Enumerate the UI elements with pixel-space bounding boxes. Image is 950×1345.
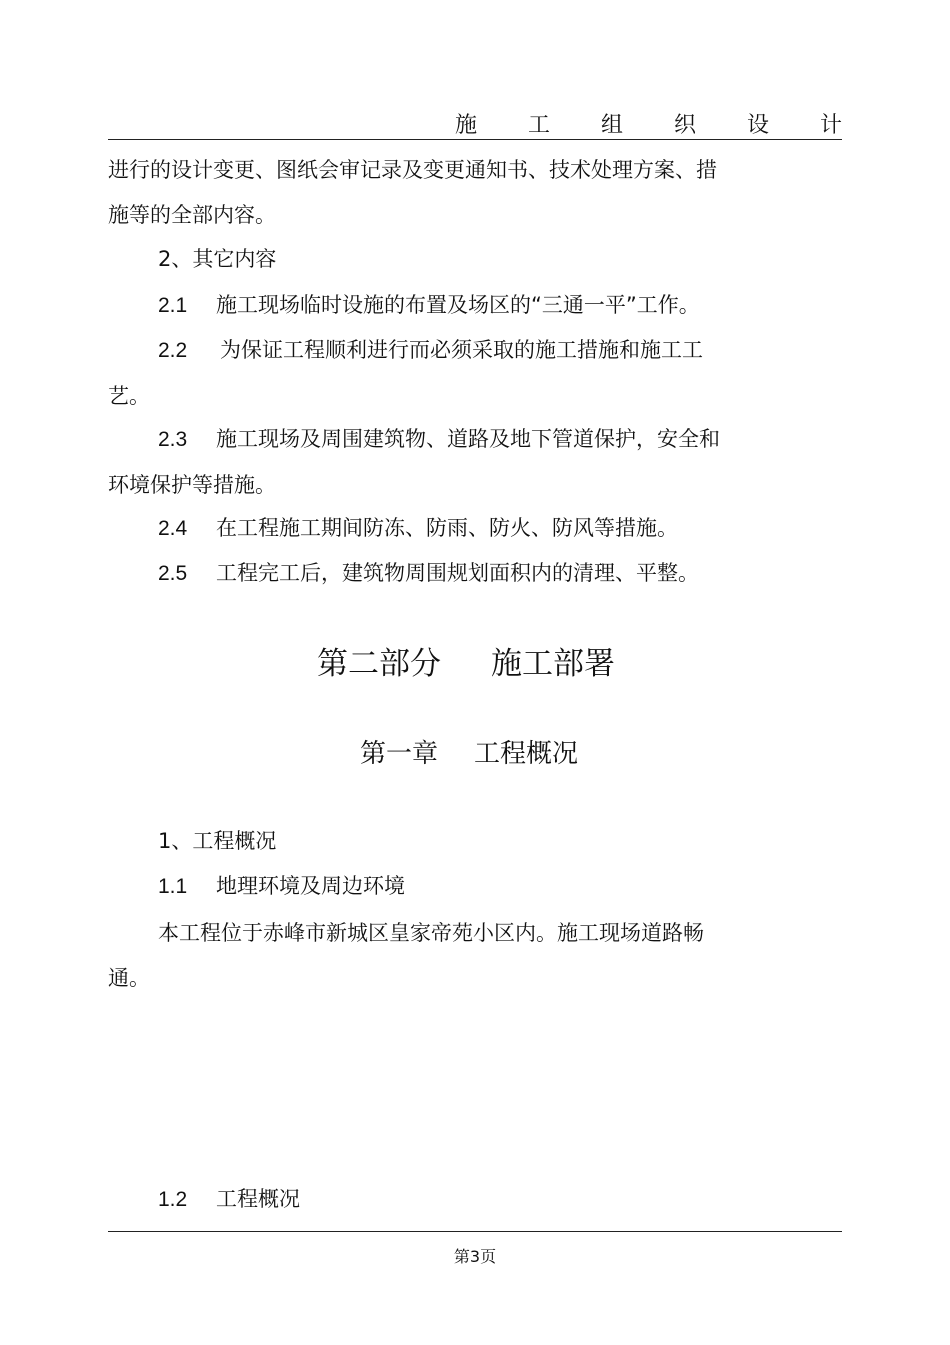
footer-rule	[108, 1231, 842, 1232]
section-heading: 1、工程概况	[158, 829, 277, 853]
paragraph-line: 施等的全部内容。	[108, 203, 276, 227]
paragraph-line: 本工程位于赤峰市新城区皇家帝苑小区内。施工现场道路畅	[158, 921, 704, 945]
item-text: 工程完工后，建筑物周围规划面积内的清理、平整。	[216, 561, 699, 585]
header-title: 施 工 组 织 设 计	[455, 113, 864, 138]
paragraph-line: 进行的设计变更、图纸会审记录及变更通知书、技术处理方案、措	[108, 158, 717, 182]
item-continuation: 环境保护等措施。	[108, 473, 276, 497]
list-item	[158, 290, 700, 321]
list-item	[158, 335, 703, 366]
subsection-heading	[158, 871, 405, 902]
page-number: 第3页	[453, 1247, 497, 1266]
subsection-title: 工程概况	[216, 1187, 300, 1211]
item-text: 施工现场临时设施的布置及场区的“三通一平”工作。	[216, 293, 700, 317]
subsection-heading	[158, 1184, 300, 1215]
item-number: 2.2	[158, 339, 188, 362]
part-heading	[317, 638, 615, 683]
item-text: 施工现场及周围建筑物、道路及地下管道保护，安全和	[216, 427, 720, 451]
item-number: 2.4	[158, 517, 188, 540]
chapter-heading	[360, 733, 578, 770]
part-heading-title: 施工部署	[491, 646, 615, 682]
paragraph-line: 通。	[108, 966, 150, 990]
list-item	[158, 424, 720, 455]
item-number: 2.3	[158, 428, 188, 451]
part-heading-label: 第二部分	[317, 646, 441, 682]
section-heading: 2、其它内容	[158, 247, 277, 271]
item-continuation: 艺。	[108, 384, 150, 408]
subsection-title: 地理环境及周边环境	[216, 874, 405, 898]
chapter-heading-label: 第一章	[360, 739, 439, 769]
item-text: 为保证工程顺利进行而必须采取的施工措施和施工工	[220, 338, 703, 362]
subsection-number: 1.1	[158, 875, 188, 898]
subsection-number: 1.2	[158, 1188, 188, 1211]
item-text: 在工程施工期间防冻、防雨、防火、防风等措施。	[216, 516, 678, 540]
chapter-heading-title: 工程概况	[474, 739, 579, 769]
item-number: 2.1	[158, 294, 188, 317]
item-number: 2.5	[158, 562, 188, 585]
header-rule	[108, 139, 842, 140]
list-item	[158, 558, 699, 589]
list-item	[158, 513, 678, 544]
